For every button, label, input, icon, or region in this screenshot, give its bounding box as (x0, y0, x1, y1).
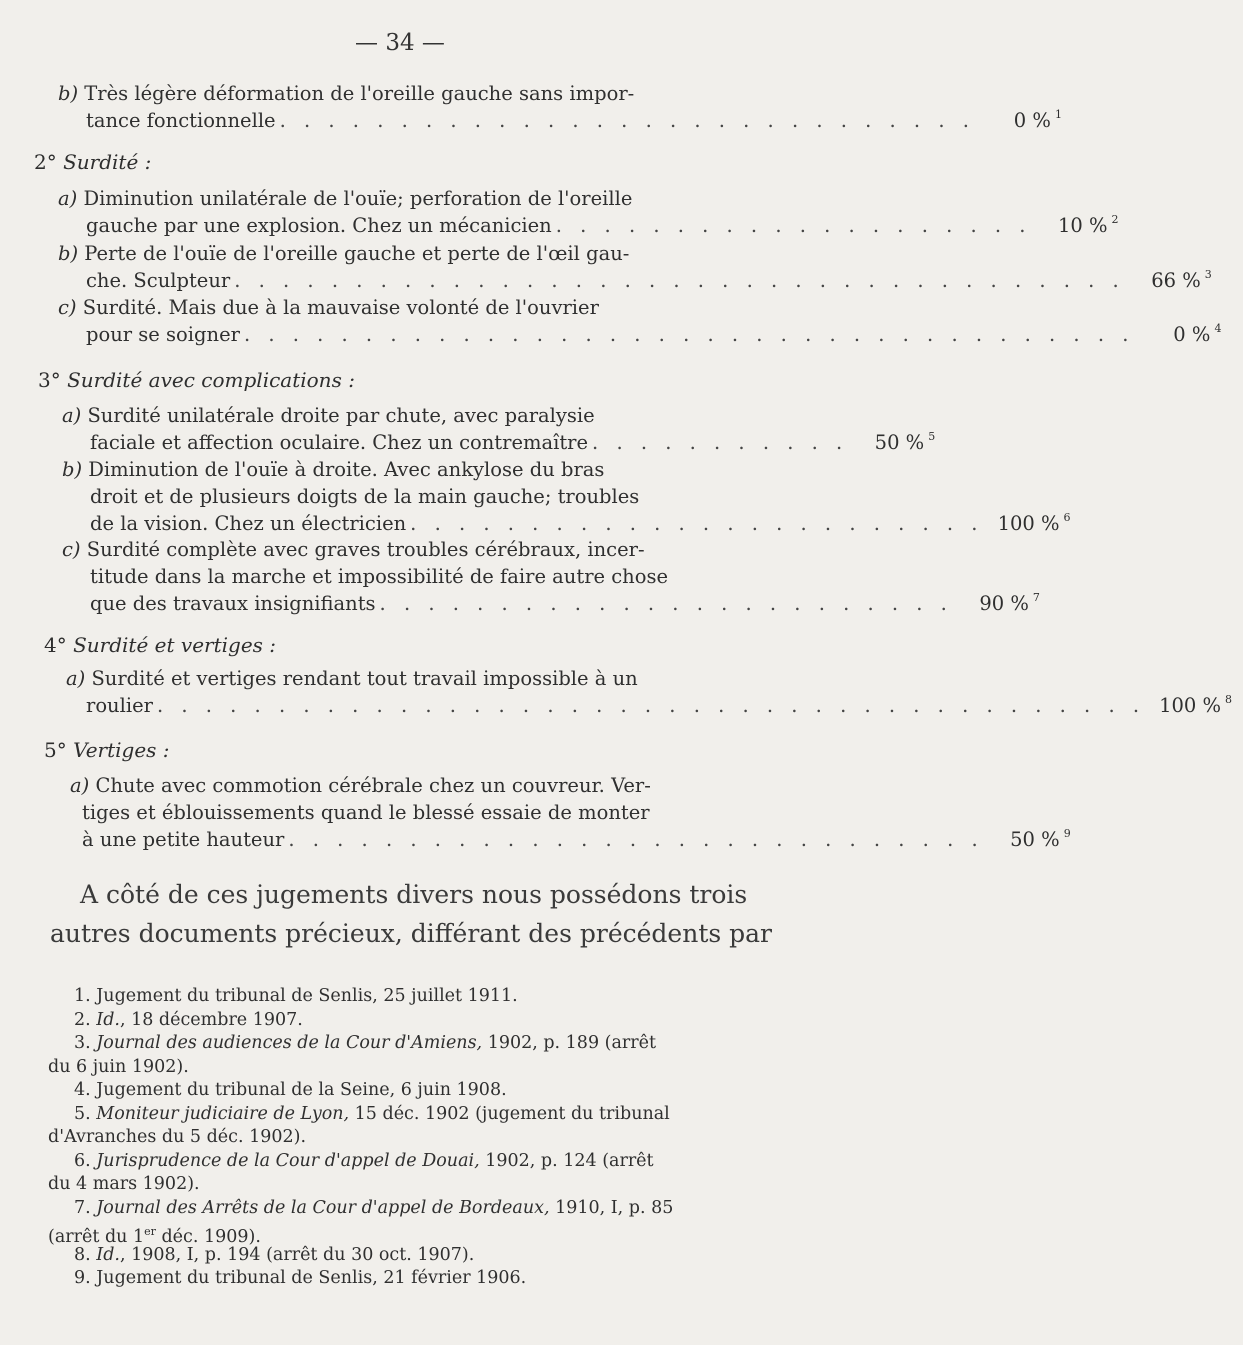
leader-dots: . . . . . . . . . . . . . . . . . . . . . . . . . . . . . . . . . . . . . (234, 269, 1125, 292)
footnote-2: 2. Id., 18 décembre 1907. (74, 1009, 303, 1030)
footnotes (48, 985, 763, 1291)
footnote-8: 8. Id., 1908, I, p. 194 (arrêt du 30 oct. 1907). (74, 1244, 475, 1265)
footnote-9: 9. Jugement du tribunal de Senlis, 21 février 1906. (74, 1268, 527, 1288)
entry-percent: 50 % (874, 431, 925, 454)
section-heading-5: 5° Vertiges : (44, 738, 170, 762)
entry-text: Très légère déformation de l'oreille gauche sans impor- (84, 82, 635, 105)
entry-percent: 0 % (1173, 323, 1211, 346)
footnote-ref: 4 (1214, 322, 1222, 335)
entry-3b: b) Diminution de l'ouïe à droite. Avec ankylose du bras droit et de plusieurs doigts de la main gauche; troubles de la vision. Chez un électricien . . . . . . . . . . . . . . . . . . . . . . . . 100 % 6 (62, 456, 758, 537)
entry-percent: 100 % (997, 512, 1060, 535)
footnote-ref: 1 (1054, 108, 1062, 121)
leader-dots: . . . . . . . . . . . . . . . . . . . . . . . . . . . . . . . . . . . . . (243, 323, 1135, 346)
footnote-ref: 6 (1063, 511, 1071, 524)
footnote-ref: 8 (1225, 693, 1233, 706)
leader-dots: . . . . . . . . . . . . . . . . . . . . . . . . (410, 512, 984, 535)
entry-4a: a) Surdité et vertiges rendant tout travail impossible à un roulier . . . . . . . . . . . . . . . . . . . . . . . . . . . . . . . . . . . . . . . . . 100 % 8 (66, 665, 758, 719)
footnote-7: 7. Journal des Arrêts de la Cour d'appel de Bordeaux, 1910, I, p. 85 (74, 1197, 674, 1218)
entry-percent: 100 % (1159, 694, 1222, 717)
footnote-5: 5. Moniteur judiciaire de Lyon, 15 déc. 1902 (jugement du tribunal (74, 1103, 670, 1124)
entry-2b: b) Perte de l'ouïe de l'oreille gauche et perte de l'œil gau- che. Sculpteur . . . . . . . . . . . . . . . . . . . . . . . . . . . . . . . . . . . . . 66 % 3 (58, 240, 758, 294)
entry-1b (58, 80, 1062, 134)
footnote-5-cont: d'Avranches du 5 déc. 1902). (48, 1127, 307, 1147)
leader-dots: . . . . . . . . . . . . . . . . . . . . . . . . . . . . . (279, 109, 975, 132)
entry-2a: a) Diminution unilatérale de l'ouïe; perforation de l'oreille gauche par une explosion. Chez un mécanicien . . . . . . . . . . . . . . . . . . . . 10 % 2 (58, 185, 758, 239)
body-paragraph: A côté de ces jugements divers nous possédons trois autres documents précieux, différant des précédents par (50, 880, 772, 948)
section-heading-3: 3° Surdité avec complications : (38, 368, 355, 392)
entry-5a: a) Chute avec commotion cérébrale chez un couvreur. Ver- tiges et éblouissements quand le blessé essaie de monter à une petite hauteur . . . . . . . . . . . . . . . . . . . . . . . . . . . . . 50 % 9 (70, 772, 758, 853)
entry-3a: a) Surdité unilatérale droite par chute, avec paralysie faciale et affection oculaire. Chez un contremaître . . . . . . . . . . . 50 % 5 (62, 402, 758, 456)
leader-dots: . . . . . . . . . . . . . . . . . . . . . . . . (379, 592, 953, 615)
footnote-ref: 5 (928, 430, 936, 443)
footnote-ref: 2 (1111, 213, 1119, 226)
entry-percent: 50 % (1010, 828, 1060, 851)
entry-percent: 66 % (1151, 269, 1201, 292)
entry-text: tance fonctionnelle (86, 109, 276, 132)
section-heading-4: 4° Surdité et vertiges : (44, 633, 277, 657)
footnote-ref: 9 (1063, 827, 1071, 840)
leader-dots: . . . . . . . . . . . . . . . . . . . . . . . . . . . . . . . . . . . . . . . . . (156, 694, 1146, 717)
section-heading-2: 2° Surdité : (34, 150, 152, 174)
footnote-1: 1. Jugement du tribunal de Senlis, 25 juillet 1911. (74, 986, 518, 1006)
footnote-ref: 3 (1204, 268, 1212, 281)
entry-letter: b) (58, 82, 79, 105)
footnote-ref: 7 (1032, 591, 1040, 604)
leader-dots: . . . . . . . . . . . (592, 431, 849, 454)
entry-2c: c) Surdité. Mais due à la mauvaise volonté de l'ouvrier pour se soigner . . . . . . . . . . . . . . . . . . . . . . . . . . . . . . . . . . . . . 0 % 4 (58, 294, 758, 348)
entry-3c: c) Surdité complète avec graves troubles cérébraux, incer- titude dans la marche et impossibilité de faire autre chose que des travaux insignifiants . . . . . . . . . . . . . . . . . . . . . . . . 90 % 7 (62, 536, 758, 617)
footnote-6: 6. Jurisprudence de la Cour d'appel de Douai, 1902, p. 124 (arrêt (74, 1150, 654, 1171)
footnote-4: 4. Jugement du tribunal de la Seine, 6 juin 1908. (74, 1080, 507, 1100)
page-number: — 34 — (355, 30, 445, 56)
footnote-3: 3. Journal des audiences de la Cour d'Amiens, 1902, p. 189 (arrêt (74, 1033, 657, 1053)
footnote-3-cont: du 6 juin 1902). (48, 1056, 189, 1077)
leader-dots: . . . . . . . . . . . . . . . . . . . . . . . . . . . . . (288, 828, 984, 851)
leader-dots: . . . . . . . . . . . . . . . . . . . . (555, 214, 1032, 237)
entry-percent: 90 % (979, 592, 1029, 615)
footnote-7-cont: (arrêt du 1er déc. 1909). (48, 1225, 261, 1247)
entry-percent: 10 % (1057, 214, 1108, 237)
entry-percent: 0 % (1013, 109, 1051, 132)
footnote-6-cont: du 4 mars 1902). (48, 1174, 200, 1194)
